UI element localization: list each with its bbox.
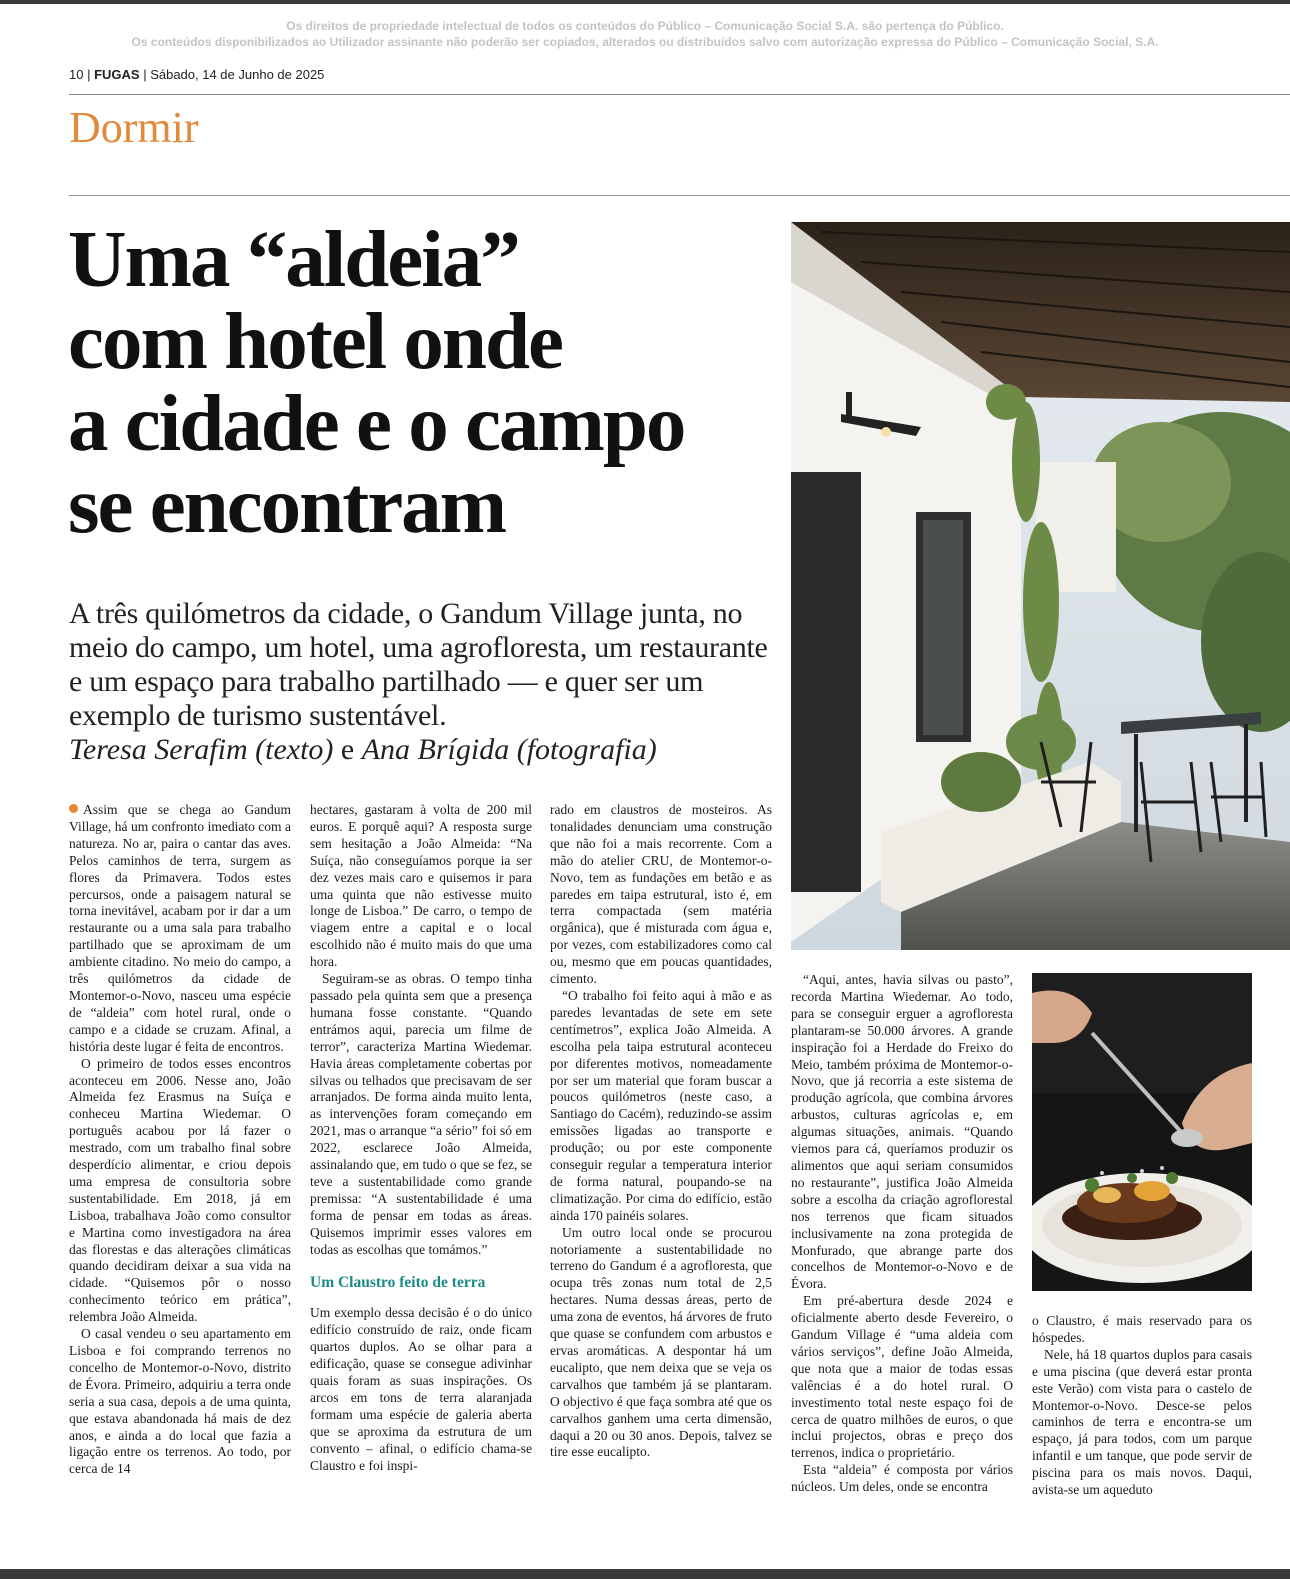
body-column-1	[69, 802, 291, 1478]
patio-terrace-photo	[791, 222, 1290, 950]
paragraph: o Claustro, é mais reservado para os hóspedes.	[1032, 1313, 1252, 1345]
plated-dish-illustration	[1032, 973, 1252, 1291]
plated-dish-photo	[1032, 973, 1252, 1291]
body-column-5	[1032, 1313, 1252, 1499]
byline-photographer: Ana Brígida (fotografia)	[361, 733, 657, 766]
paragraph: Seguiram-se as obras. O tempo tinha passado pela quinta sem que a presença humana fosse constante. “Quando entrámos aqui, parecia um filme de terror”, caracteriza Martina Wiedemar. Havia áreas completamente cobertas por silvas ou telhados que precisavam de ser arranjados. De forma ainda muito lenta, as intervenções foram começando em 2021, mas o arranque “a sério” foi só em 2022, esclarece João Almeida, assinalando que, em tudo o que se fez, se teve a sustentabilidade como grande premissa: “A sustentabilidade é uma forma de pensar em todas as áreas. Quisemos imprimir esses valores em todas as escolhas que tomámos.”	[310, 971, 532, 1257]
byline	[69, 733, 657, 767]
issue-date: | Sábado, 14 de Junho de 2025	[143, 67, 325, 82]
byline-author: Teresa Serafim (texto)	[69, 733, 334, 766]
section-rule	[69, 195, 1290, 196]
paragraph: “O trabalho foi feito aqui à mão e as paredes levantadas de sete em sete centímetros”, explica João Almeida. A escolha pela taipa estrutural aconteceu por diferentes motivos, nomeadamente por ser um material que foram buscar a poucos quilómetros (neste caso, a Santiago do Cacém), reduzindo-se assim emissões ligadas ao transporte e produção; ou por este componente conseguir regular a temperatura interior de forma natural, poupando-se na climatização. Por cima do edifício, estão ainda 170 painéis solares.	[550, 987, 772, 1223]
bottom-border	[0, 1569, 1290, 1579]
header-rule	[69, 94, 1290, 95]
body-column-4	[791, 972, 1013, 1496]
body-column-2	[310, 802, 532, 1474]
paragraph: O casal vendeu o seu apartamento em Lisboa e foi comprando terrenos no concelho de Montemor-o-Novo, distrito de Évora. Primeiro, adquiriu a terra onde seria a sua casa, depois a de uma quinta, que estava abandonada há mais de dez anos, e ainda a do local que fazia a ligação entre os terrenos. Ao todo, por cerca de 14	[69, 1326, 291, 1477]
paragraph-text: Assim que se chega ao Gandum Village, há um confronto imediato com a natureza. No ar, paira o cantar das aves. Pelos caminhos de terra, surgem as flores da Primavera. Todos estes percursos, onde a paisagem natural se torna inevitável, acabam por ir dar a um restaurante ou a uma sala para trabalho partilhado que se aproximam de um ambiente citadino. No meio do campo, a três quilómetros da cidade de Montemor-o-Novo, nasceu uma espécie de “aldeia” com hotel rural, onde o campo e a cidade se cruzam. Afinal, a história deste lugar é feita de encontros.	[69, 802, 291, 1054]
byline-joiner: e	[333, 733, 362, 766]
paragraph: “Aqui, antes, havia silvas ou pasto”, recorda Martina Wiedemar. Ao todo, para se conseguir erguer a agrofloresta plantaram-se 50.000 árvores. A grande inspiração foi a Herdade do Freixo do Meio, também próxima de Montemor-o-Novo, que já recorria a este sistema de produção agrícola, que combina árvores arbustos, culturas agrícolas e, em algumas situações, animais. “Quando viemos para cá, queríamos produzir os alimentos que aqui seriam consumidos no restaurante”, justifica João Almeida sobre a escolha da criação agroflorestal nos terrenos que ficam situados inclusivamente na zona protegida de Monfurado, que abrange parte dos concelhos de Montemor-o-Novo e de Évora.	[791, 972, 1013, 1292]
paragraph: Um exemplo dessa decisão é o do único edifício construído de raiz, onde ficam quartos duplos. Ao se olhar para a edificação, quase se consegue adivinhar quais foram as suas inspirações. Os arcos em tons de terra alaranjada formam uma espécie de galeria aberta que se aproxima da estrutura de um convento – afinal, o edifício chama-se Claustro e foi inspi-	[310, 1305, 532, 1473]
paragraph: Esta “aldeia” é composta por vários núcleos. Um deles, onde se encontra	[791, 1462, 1013, 1495]
headline-line: Uma “aldeia”	[68, 214, 519, 304]
page-number: 10 |	[69, 67, 91, 82]
subheading: Um Claustro feito de terra	[310, 1274, 486, 1292]
patio-terrace-illustration	[791, 222, 1290, 950]
paragraph	[69, 802, 291, 1056]
copyright-line-2: Os conteúdos disponibilizados ao Utilizador assinante não poderão ser copiados, alterados ou distribuídos salvo com autorização expressa do Público – Comunicação Social, S.A.	[131, 35, 1159, 49]
orange-bullet-icon	[69, 804, 78, 813]
copyright-line-1: Os direitos de propriedade intelectual de todos os conteúdos do Público – Comunicação Social S.A. são pertença do Público.	[286, 19, 1004, 33]
headline-line: a cidade e o campo	[68, 378, 685, 468]
headline-line: com hotel onde	[68, 296, 562, 386]
body-column-3	[550, 802, 772, 1461]
paragraph: O primeiro de todos esses encontros aconteceu em 2006. Nesse ano, João Almeida fez Erasmus na Suíça e conheceu Martina Wiedemar. O português acabou por lá fazer o mestrado, com um trabalho final sobre desperdício alimentar, e criou depois uma empresa de consultoria sobre sustentabilidade. Em 2018, já em Lisboa, trabalhava João como consultor e Martina como investigadora na área das florestas e das alterações climáticas quando decidiram deixar a sua vida na cidade. “Quisemos pôr o nosso conhecimento teórico em prática”, relembra João Almeida.	[69, 1055, 291, 1325]
paragraph: Em pré-abertura desde 2024 e oficialmente aberto desde Fevereiro, o Gandum Village é “uma aldeia com vários serviços”, define João Almeida, que nota que a maior de todas essas valências é a do hotel rural. O investimento total neste espaço foi de cerca de quatro milhões de euros, o que inclui projectos, obras e preço dos terrenos, indica o proprietário.	[791, 1293, 1013, 1461]
paragraph: hectares, gastaram à volta de 200 mil euros. E porquê aqui? A resposta surge sem hesitação a João Almeida: “Na Suíça, não conseguíamos porque ia ser dez vezes mais caro e quisemos ir para uma quinta que não estivesse muito longe de Lisboa.” De carro, o tempo de viagem entre a capital e o local escolhido não é muito mais do que uma hora.	[310, 802, 532, 970]
supplement-name: FUGAS	[94, 67, 140, 82]
copyright-notice	[0, 18, 1290, 50]
section-title: Dormir	[69, 103, 199, 152]
headline	[68, 214, 768, 550]
top-border	[0, 0, 1290, 4]
paragraph: rado em claustros de mosteiros. As tonalidades denunciam uma construção que não foi a mais recorrente. Com a mão do atelier CRU, de Montemor-o-Novo, tem as fundações em betão e as paredes em taipa estrutural, isto é, em terra compactada (sem matéria orgânica), que é misturada com água e, por vezes, com estabilizadores como cal ou, mesmo que em poucas quantidades, cimento.	[550, 802, 772, 987]
page-folio	[69, 67, 324, 82]
headline-line: se encontram	[68, 460, 506, 550]
standfirst: A três quilómetros da cidade, o Gandum Village junta, no meio do campo, um hotel, uma agrofloresta, um restaurante e um espaço para trabalho partilhado — e quer ser um exemplo de turismo sustentável.	[69, 597, 768, 732]
paragraph: Nele, há 18 quartos duplos para casais e uma piscina (que deverá estar pronta este Verão) com vista para o castelo de Montemor-o-Novo. Desce-se pelos caminhos de terra e encontra-se um espaço, já para todos, com um parque infantil e um tanque, que pode servir de piscina para os mais novos. Daqui, avista-se um aqueduto	[1032, 1346, 1252, 1498]
paragraph: Um outro local onde se procurou notoriamente a sustentabilidade no terreno do Gandum é a agrofloresta, que ocupa três zonas num total de 2,5 hectares. Numa dessas áreas, perto de uma zona de eventos, há árvores de fruto que quase se confundem com arbustos e ervas aromáticas. A despontar há um eucalipto, que nem deixa que se veja os carvalhos que também já se plantaram. O objectivo é que faça sombra até que os carvalhos ganhem uma certa dimensão, daqui a 20 ou 30 anos. Depois, talvez se tire esse eucalipto.	[550, 1224, 772, 1460]
